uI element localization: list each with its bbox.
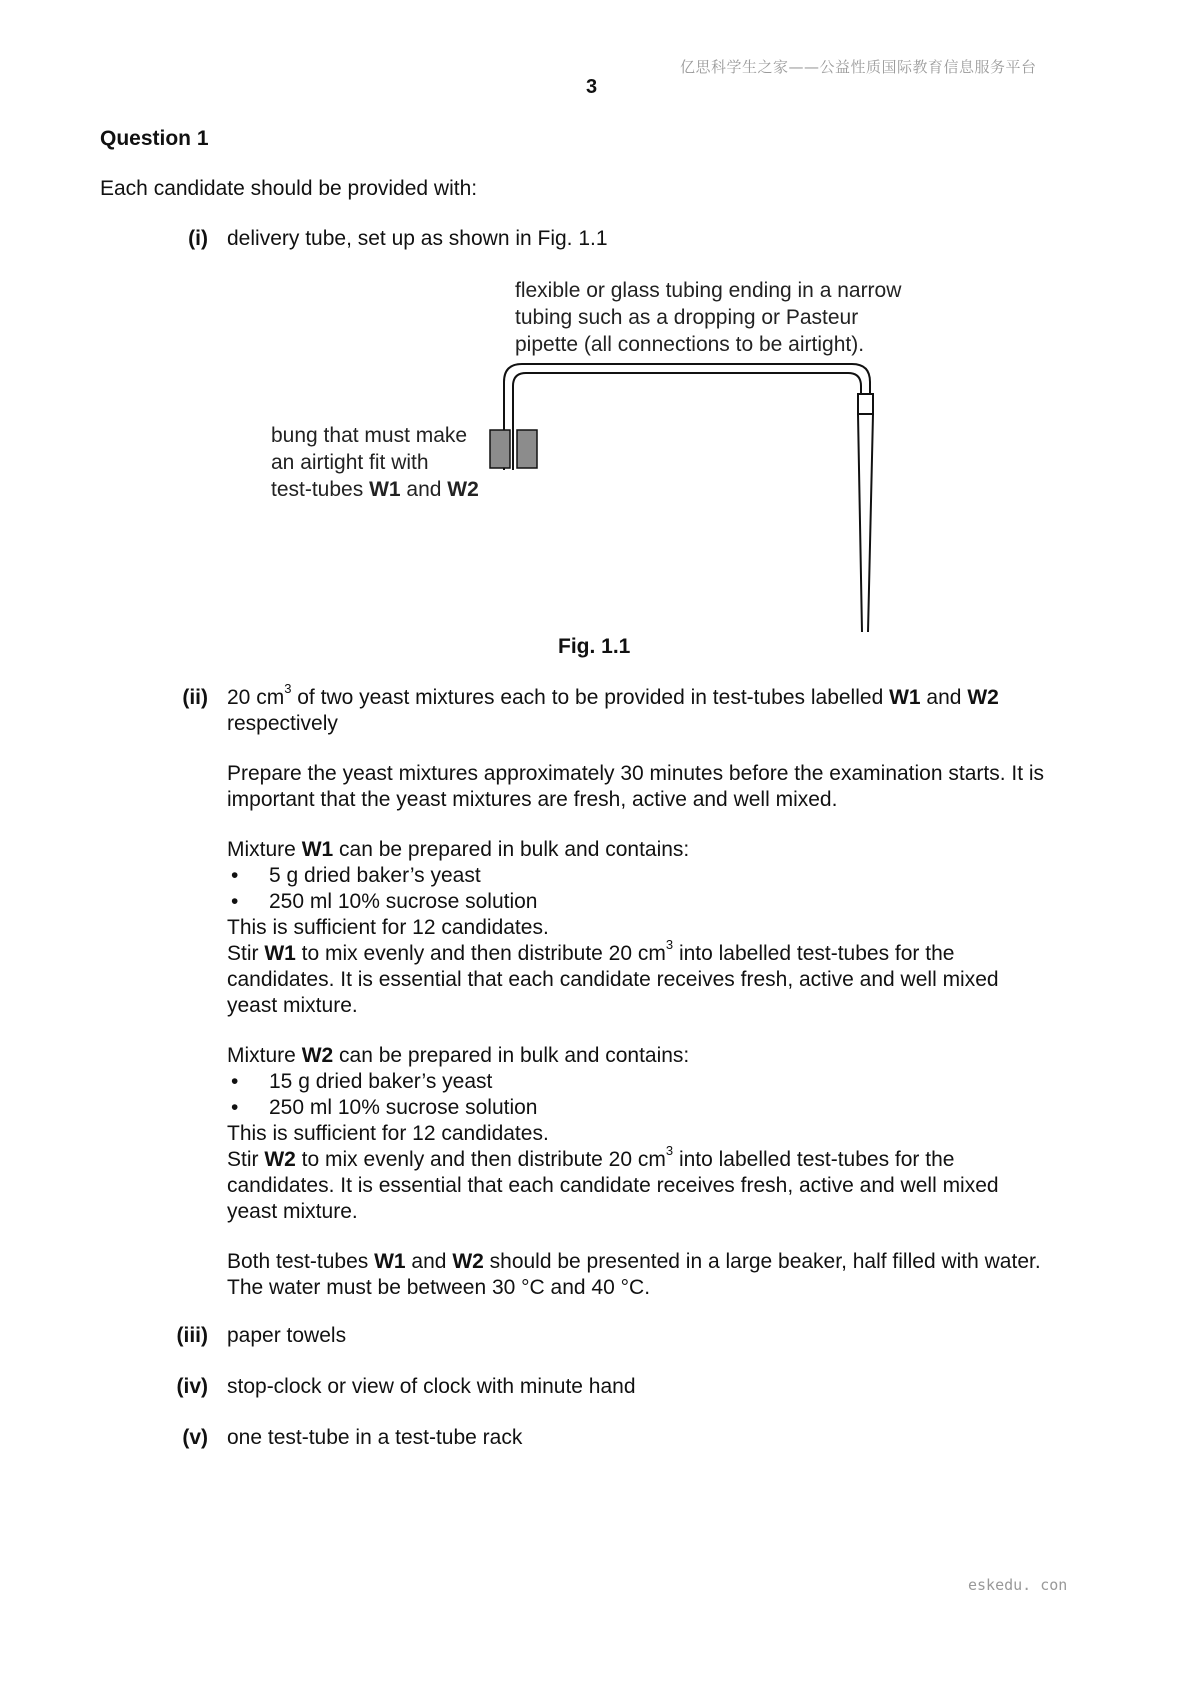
bung-label [271, 422, 479, 503]
mixture-w1-essential: candidates. It is essential that each candidate receives fresh, active and well mixed [227, 968, 999, 991]
item-ii-body [227, 681, 1107, 1301]
item-ii-label: (ii) [182, 686, 208, 709]
footer-watermark: eskedu. con [968, 1576, 1068, 1594]
mixture-w2-stir: Stir W2 to mix evenly and then distribute 20 $cm^3$ into labelled test-tubes for the [227, 1143, 955, 1171]
mixture-w2-sufficient: This is sufficient for 12 candidates. [227, 1122, 549, 1145]
prepare-paragraph: Prepare the yeast mixtures approximately 30 minutes before the examination starts. It is important that the yeast mixtures are fresh, active and well mixed. [227, 762, 1045, 811]
list-item: • 15 g dried baker’s yeast [227, 1069, 1107, 1095]
pipette [858, 414, 873, 632]
page-number: 3 [586, 76, 598, 98]
item-iii-label: (iii) [176, 1324, 208, 1347]
mixture-w1-block [227, 837, 1107, 1019]
item-ii-line1: 20 $cm^3$ of two yeast mixtures each to be provided in test-tubes labelled W1 and W2 [227, 681, 999, 709]
mixture-w1-heading: Mixture W1 can be prepared in bulk and contains: [227, 838, 690, 861]
tubing-label-line: pipette (all connections to be airtight). [515, 333, 865, 356]
mixture-w1-essential-end: yeast mixture. [227, 994, 358, 1017]
connector [858, 394, 873, 414]
figure-caption: Fig. 1.1 [558, 635, 631, 658]
header-watermark: 亿思科学生之家——公益性质国际教育信息服务平台 [680, 58, 1037, 76]
item-iv-text: stop-clock or view of clock with minute hand [227, 1375, 636, 1398]
bung-label-line: test-tubes W1 and W2 [271, 478, 479, 501]
question-title: Question 1 [100, 127, 209, 150]
tubing-label-line: tubing such as a dropping or Pasteur [515, 306, 859, 329]
item-v-text: one test-tube in a test-tube rack [227, 1426, 523, 1449]
bung-label-line: an airtight fit with [271, 451, 429, 474]
list-item: • 250 ml 10% sucrose solution [227, 889, 1107, 915]
item-i-text: delivery tube, set up as shown in Fig. 1.1 [227, 227, 608, 250]
tubing-label-line: flexible or glass tubing ending in a narrow [515, 279, 902, 302]
item-iii-text: paper towels [227, 1324, 347, 1347]
mixture-w2-heading: Mixture W2 can be prepared in bulk and contains: [227, 1044, 690, 1067]
item-v-label: (v) [182, 1426, 208, 1449]
list-item: • 5 g dried baker’s yeast [227, 863, 1107, 889]
mixture-w1-stir: Stir W1 to mix evenly and then distribute 20 $cm^3$ into labelled test-tubes for the [227, 937, 955, 965]
bung-left [490, 430, 510, 468]
presentation-paragraph: Both test-tubes W1 and W2 should be presented in a large beaker, half filled with water. The water must be between 30 °C and 40 °C. [227, 1250, 1041, 1299]
mixture-w2-block [227, 1043, 1107, 1225]
tubing-outer [504, 364, 870, 470]
item-iv-label: (iv) [176, 1375, 208, 1398]
item-ii-line2: respectively [227, 712, 338, 735]
mixture-w1-sufficient: This is sufficient for 12 candidates. [227, 916, 549, 939]
mixture-w1-bullets [227, 863, 1107, 915]
mixture-w2-essential-end: yeast mixture. [227, 1200, 358, 1223]
bung-right [517, 430, 537, 468]
mixture-w2-bullets [227, 1069, 1107, 1121]
tubing-label [515, 277, 901, 358]
item-i-label: (i) [188, 227, 208, 250]
tubing-inner [513, 373, 861, 470]
bung-label-line: bung that must make [271, 424, 468, 447]
list-item: • 250 ml 10% sucrose solution [227, 1095, 1107, 1121]
mixture-w2-essential: candidates. It is essential that each candidate receives fresh, active and well mixed [227, 1174, 999, 1197]
question-intro: Each candidate should be provided with: [100, 177, 478, 200]
